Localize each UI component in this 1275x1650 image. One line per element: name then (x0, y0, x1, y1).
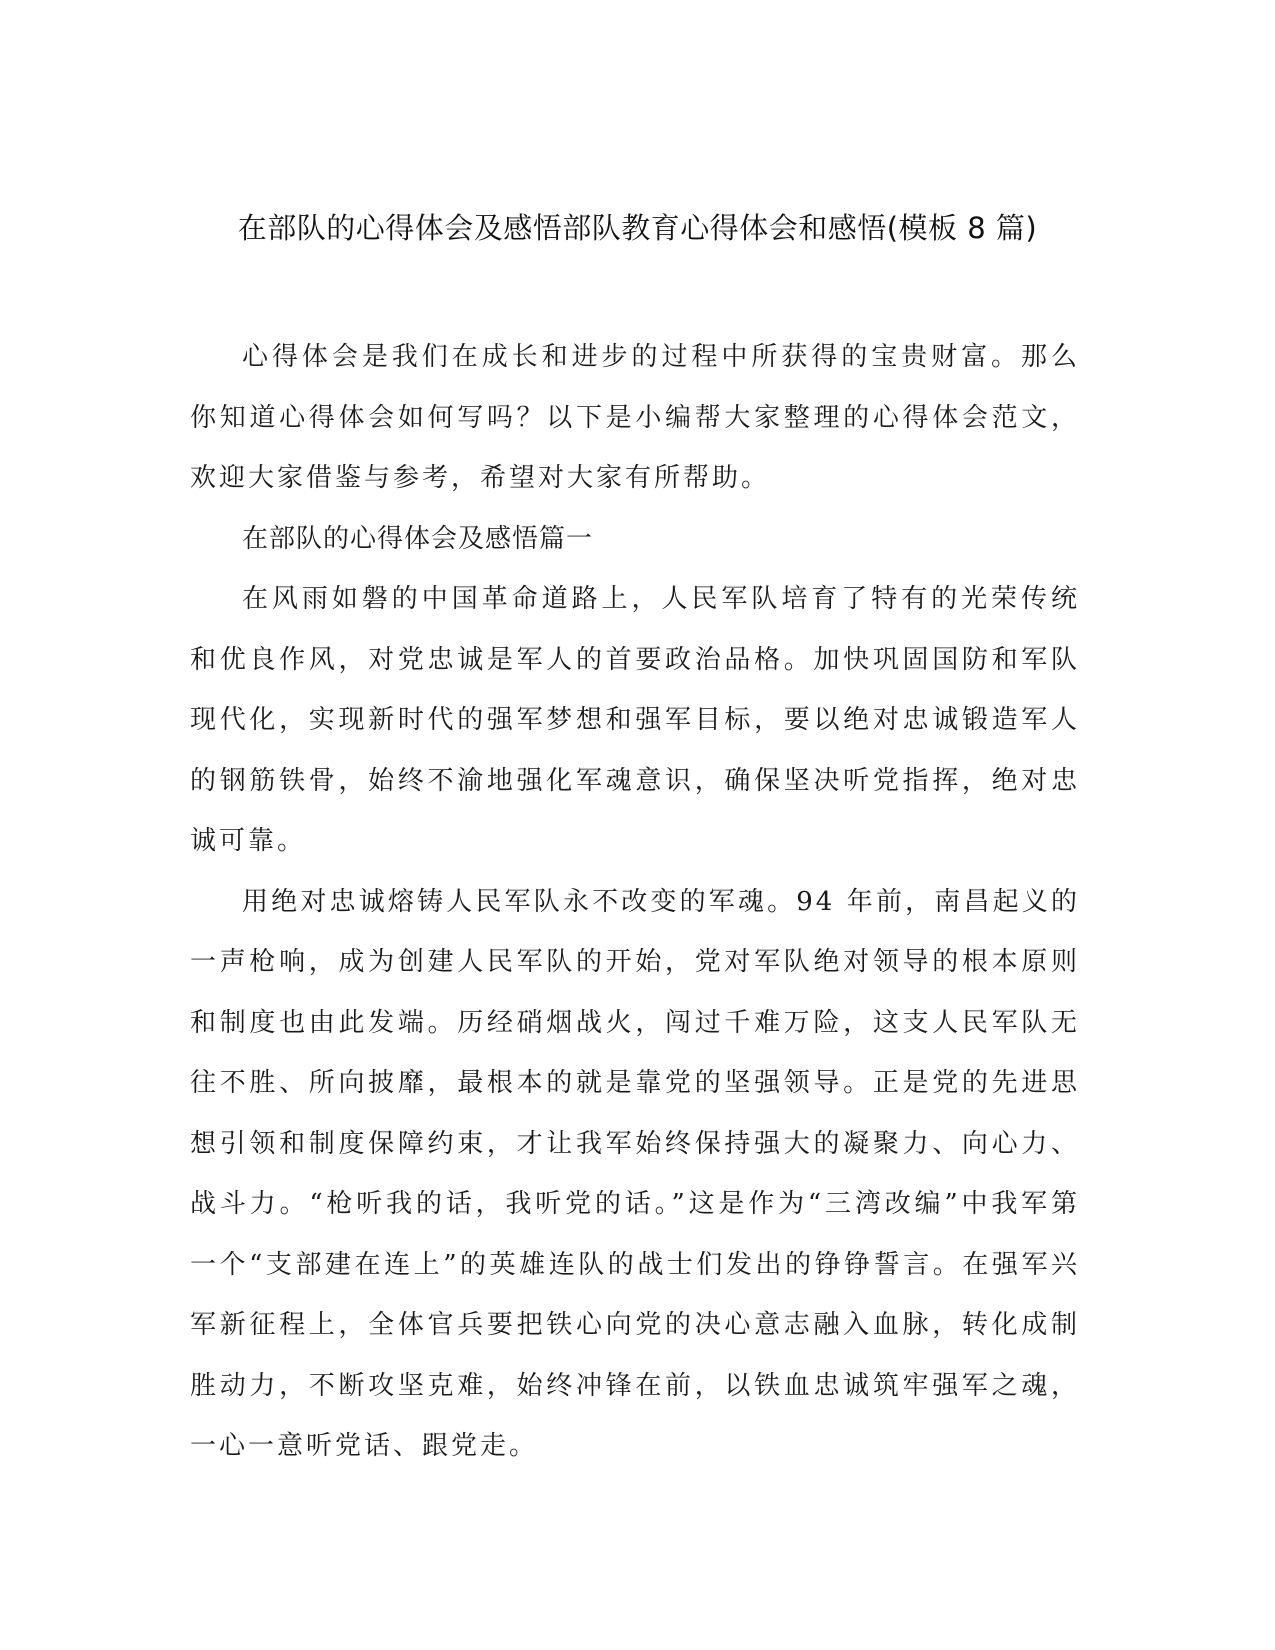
document-body (190, 327, 1080, 1477)
intro-paragraph: 心得体会是我们在成长和进步的过程中所获得的宝贵财富。那么你知道心得体会如何写吗？以下是小编帮大家整理的心得体会范文，欢迎大家借鉴与参考，希望对大家有所帮助。 (190, 342, 1080, 493)
document-title: 在部队的心得体会及感悟部队教育心得体会和感悟(模板 8 篇) (237, 211, 1038, 245)
section-heading: 在部队的心得体会及感悟篇一 (242, 523, 594, 554)
body-paragraph: 用绝对忠诚熔铸人民军队永不改变的军魂。94 年前，南昌起义的一声枪响，成为创建人民军队的开始，党对军队绝对领导的根本原则和制度也由此发端。历经硝烟战火，闯过千难万险，这支人民军队无往不胜、所向披靡，最根本的就是靠党的坚强领导。正是党的先进思想引领和制度保障约束，才让我军始终保持强大的凝聚力、向心力、战斗力。“枪听我的话，我听党的话。”这是作为“三湾改编”中我军第一个“支部建在连上”的英雄连队的战士们发出的铮铮誓言。在强军兴军新征程上，全体官兵要把铁心向党的决心意志融入血脉，转化成制胜动力，不断攻坚克难，始终冲锋在前，以铁血忠诚筑牢强军之魂，一心一意听党话、跟党走。 (190, 886, 1080, 1461)
body-paragraph: 在风雨如磐的中国革命道路上，人民军队培育了特有的光荣传统和优良作风，对党忠诚是军人的首要政治品格。加快巩固国防和军队现代化，实现新时代的强军梦想和强军目标，要以绝对忠诚锻造军人的钢筋铁骨，始终不渝地强化军魂意识，确保坚决听党指挥，绝对忠诚可靠。 (190, 584, 1080, 856)
